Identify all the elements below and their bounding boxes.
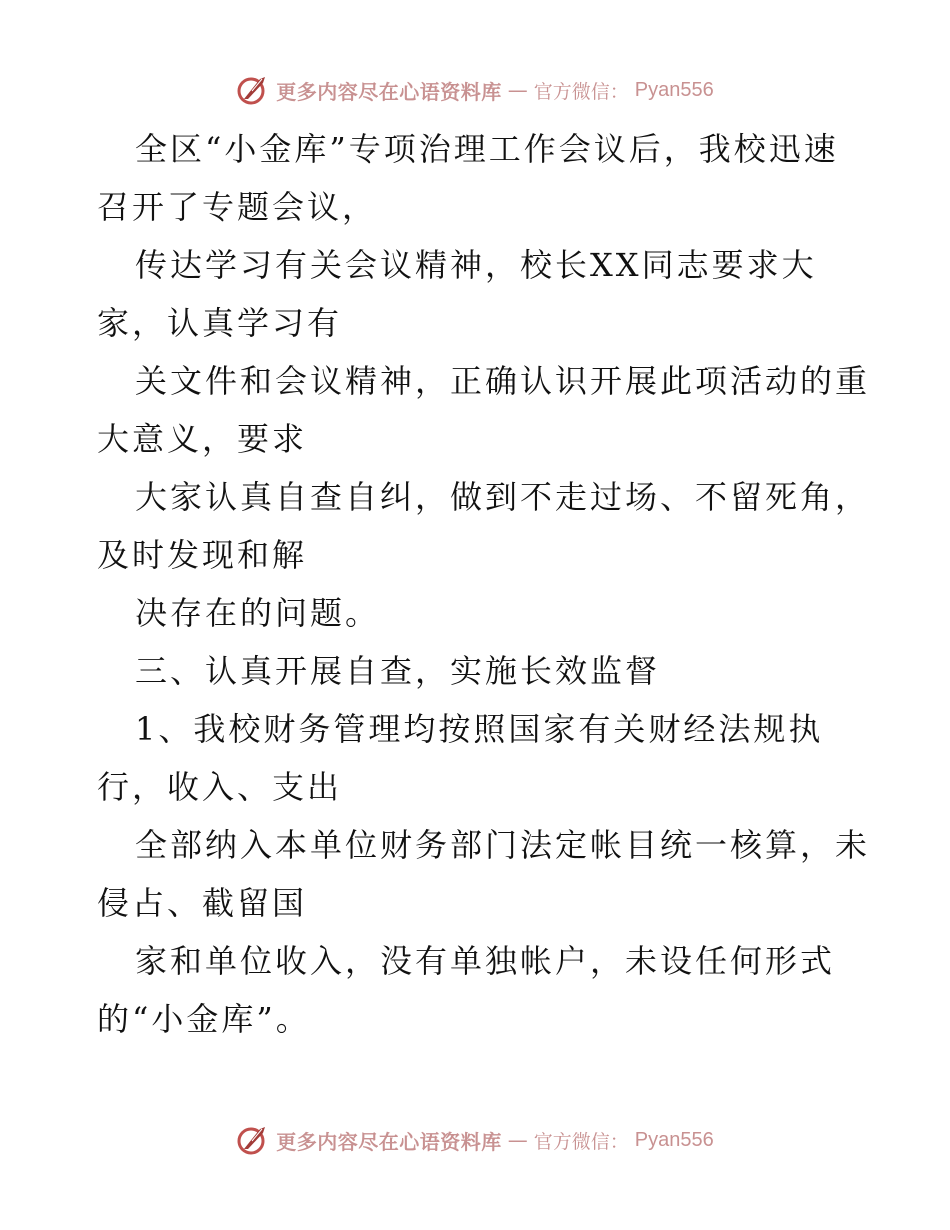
footer-watermark: [0, 1120, 950, 1160]
watermark-wechat-label: 官方微信：: [533, 1130, 629, 1153]
watermark-wechat-label: 官方微信：: [533, 80, 629, 103]
quill-circle-logo-icon: [236, 73, 270, 107]
quill-circle-logo-icon: [236, 1123, 270, 1157]
watermark-main-text: 更多内容尽在心语资料库: [276, 79, 502, 104]
body-line: 及时发现和解: [97, 536, 308, 574]
body-line: 行，收入、支出: [97, 768, 343, 806]
body-line: 侵占、截留国: [97, 884, 308, 922]
document-body: [97, 120, 897, 1048]
body-line: 家和单位收入，没有单独帐户，未设任何形式: [135, 942, 836, 980]
body-line: 决存在的问题。: [135, 594, 381, 632]
body-line: 的“小金库”。: [97, 1000, 311, 1038]
header-watermark: [0, 70, 950, 110]
body-line: 大意义，要求: [97, 420, 308, 458]
body-line: 召开了专题会议，: [97, 188, 378, 226]
watermark-separator: —: [507, 78, 528, 102]
watermark-separator: —: [507, 1128, 528, 1152]
watermark-wechat-handle: Pyan556: [634, 1128, 714, 1151]
body-line: 1、我校财务管理均按照国家有关财经法规执: [135, 710, 824, 748]
body-line: 大家认真自查自纠，做到不走过场、不留死角，: [135, 478, 871, 516]
body-line: 全部纳入本单位财务部门法定帐目统一核算，未: [135, 826, 871, 864]
body-line: 关文件和会议精神，正确认识开展此项活动的重: [135, 362, 871, 400]
watermark-main-text: 更多内容尽在心语资料库: [276, 1129, 502, 1154]
section-heading: 三、认真开展自查，实施长效监督: [135, 652, 661, 690]
body-line: 家，认真学习有: [97, 304, 343, 342]
body-line: 全区“小金库”专项治理工作会议后，我校迅速: [135, 130, 839, 168]
body-line: 传达学习有关会议精神，校长XX同志要求大: [135, 246, 817, 284]
watermark-wechat-handle: Pyan556: [634, 78, 714, 101]
